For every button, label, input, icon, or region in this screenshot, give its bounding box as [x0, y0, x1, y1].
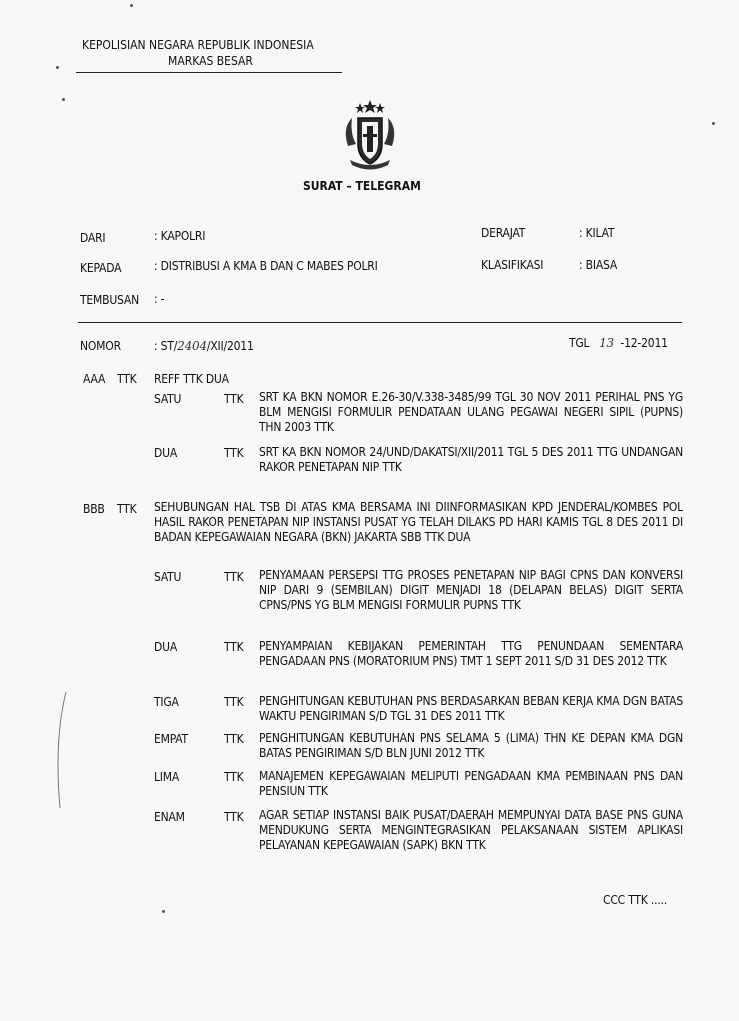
section-ttk-aaa: TTK [117, 372, 137, 386]
scan-speck [56, 66, 59, 69]
document-type-title: SURAT – TELEGRAM [303, 179, 421, 193]
item-text: PENGHITUNGAN KEBUTUHAN PNS BERDASARKAN BEBAN KERJA KMA DGN BATAS WAKTU PENGIRIMAN S/D TGL 31 DES 2011 TTK [259, 694, 683, 723]
item-ttk: TTK [224, 695, 244, 709]
nomor-suffix: /XII/2011 [206, 339, 254, 353]
item-ttk: TTK [224, 570, 244, 584]
tembusan-value: : - [154, 292, 165, 306]
item-ttk: TTK [224, 770, 244, 784]
item-number: SATU [154, 570, 182, 584]
item-text: MANAJEMEN KEPEGAWAIAN MELIPUTI PENGADAAN KMA PEMBINAAN PNS DAN PENSIUN TTK [259, 769, 683, 798]
section-divider [78, 322, 682, 323]
klasifikasi-label: KLASIFIKASI [481, 258, 544, 272]
item-ttk: TTK [224, 446, 244, 460]
item-number: ENAM [154, 810, 185, 824]
item-text: SRT KA BKN NOMOR E.26-30/V.338-3485/99 TGL 30 NOV 2011 PERIHAL PNS YG BLM MENGISI FORMULIR PENDATAAN ULANG PEGAWAI NEGERI SIPIL (PUPNS) THN 2003 TTK [259, 390, 683, 434]
margin-pencil-mark [50, 690, 70, 810]
item-ttk: TTK [224, 640, 244, 654]
section-ttk-bbb: TTK [117, 502, 137, 516]
org-name: KEPOLISIAN NEGARA REPUBLIK INDONESIA [82, 38, 314, 52]
dari-label: DARI [80, 231, 106, 245]
item-text: AGAR SETIAP INSTANSI BAIK PUSAT/DAERAH MEMPUNYAI DATA BASE PNS GUNA MENDUKUNG SERTA MENGINTEGRASIKAN PELAKSANAAN SISTEM APLIKASI PELAYANAN KEPEGAWAIAN (SAPK) BKN TTK [259, 808, 683, 852]
kepada-value: : DISTRIBUSI A KMA B DAN C MABES POLRI [154, 259, 378, 273]
scan-speck [62, 98, 65, 101]
tgl-label: TGL [569, 336, 590, 350]
org-subunit: MARKAS BESAR [168, 54, 253, 68]
header-underline [76, 72, 342, 73]
section-intro-aaa: REFF TTK DUA [154, 372, 229, 386]
tgl-value [569, 336, 668, 350]
item-ttk: TTK [224, 392, 244, 406]
item-number: LIMA [154, 770, 180, 784]
item-text: SRT KA BKN NOMOR 24/UND/DAKATSI/XII/2011 TGL 5 DES 2011 TTG UNDANGAN RAKOR PENETAPAN NIP TTK [259, 445, 683, 474]
nomor-prefix: : ST/ [154, 339, 178, 353]
continuation-marker: CCC TTK ..... [603, 893, 668, 907]
item-number: SATU [154, 392, 182, 406]
item-number: EMPAT [154, 732, 188, 746]
scan-speck [712, 122, 715, 125]
section-label-bbb: BBB [83, 502, 105, 516]
nomor-value [154, 339, 254, 353]
police-emblem-icon [330, 98, 410, 178]
item-text: PENYAMPAIAN KEBIJAKAN PEMERINTAH TTG PENUNDAAN SEMENTARA PENGADAAN PNS (MORATORIUM PNS) TMT 1 SEPT 2011 S/D 31 DES 2012 TTK [259, 639, 683, 668]
item-text: PENGHITUNGAN KEBUTUHAN PNS SELAMA 5 (LIMA) THN KE DEPAN KMA DGN BATAS PENGIRIMAN S/D BLN JUNI 2012 TTK [259, 731, 683, 760]
nomor-label: NOMOR [80, 339, 121, 353]
derajat-label: DERAJAT [481, 226, 526, 240]
tgl-handwritten: 13 [599, 336, 614, 350]
scan-speck [162, 910, 165, 913]
item-ttk: TTK [224, 810, 244, 824]
kepada-label: KEPADA [80, 261, 122, 275]
item-ttk: TTK [224, 732, 244, 746]
item-text: PENYAMAAN PERSEPSI TTG PROSES PENETAPAN NIP BAGI CPNS DAN KONVERSI NIP DARI 9 (SEMBILAN) DIGIT MENJADI 18 (DELAPAN BELAS) DIGIT SERTA CPNS/PNS YG BLM MENGISI FORMULIR PUPNS TTK [259, 568, 683, 612]
section-label-aaa: AAA [83, 372, 106, 386]
section-intro-bbb: SEHUBUNGAN HAL TSB DI ATAS KMA BERSAMA INI DIINFORMASIKAN KPD JENDERAL/KOMBES POL HASIL RAKOR PENETAPAN NIP INSTANSI PUSAT YG TELAH DILAKS PD HARI KAMIS TGL 8 DES 2011 DI BADAN KEPEGAWAIAN NEGARA (BKN) JAKARTA SBB TTK DUA [154, 500, 683, 544]
tgl-suffix: -12-2011 [620, 336, 668, 350]
klasifikasi-value: : BIASA [579, 258, 618, 272]
tembusan-label: TEMBUSAN [80, 293, 139, 307]
item-number: TIGA [154, 695, 179, 709]
derajat-value: : KILAT [579, 226, 615, 240]
item-number: DUA [154, 446, 178, 460]
dari-value: : KAPOLRI [154, 229, 206, 243]
item-number: DUA [154, 640, 178, 654]
nomor-handwritten: 2404 [177, 339, 207, 353]
scan-speck [130, 4, 133, 7]
